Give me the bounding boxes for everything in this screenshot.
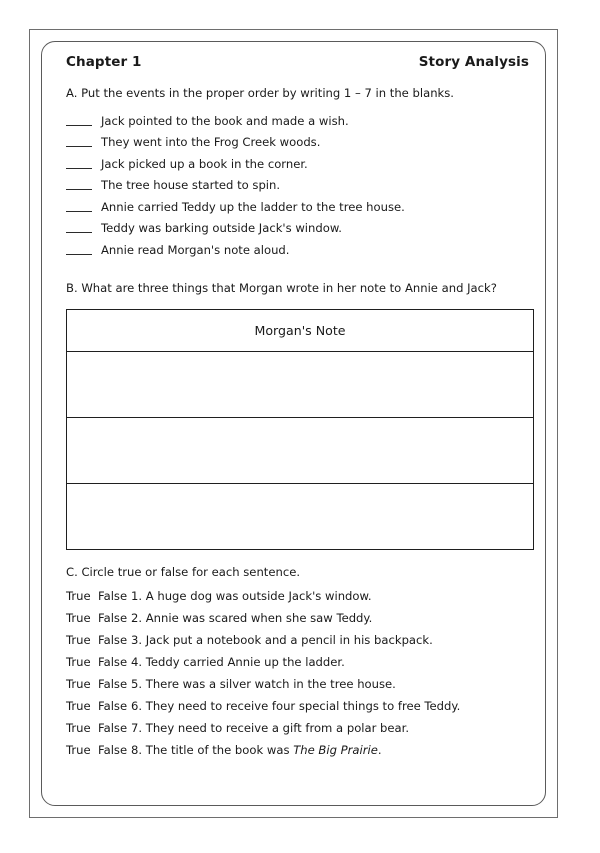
list-item[interactable]: [66, 678, 532, 700]
order-blank-input[interactable]: [66, 200, 92, 212]
event-text: The tree house started to spin.: [101, 178, 281, 193]
true-option[interactable]: True: [66, 677, 91, 692]
list-item[interactable]: [66, 201, 532, 223]
true-option[interactable]: True: [66, 721, 91, 736]
false-option[interactable]: False: [98, 589, 128, 604]
section-b: [66, 282, 532, 550]
false-option[interactable]: False: [98, 721, 128, 736]
worksheet-sheet: [41, 41, 546, 806]
order-blank-input[interactable]: [66, 114, 92, 126]
table-row[interactable]: [67, 352, 534, 418]
true-false-list: [66, 590, 532, 766]
statement-text: [131, 634, 433, 648]
true-option[interactable]: True: [66, 743, 91, 758]
worksheet-header: [66, 54, 532, 70]
statement-body: They need to receive four special things to free Teddy.: [145, 699, 461, 714]
event-text: Jack pointed to the book and made a wish.: [101, 113, 349, 128]
list-item[interactable]: [66, 634, 532, 656]
statement-tail: .: [377, 743, 382, 758]
table-row[interactable]: [67, 418, 534, 484]
table-column-header: Morgan's Note: [67, 310, 534, 352]
list-item[interactable]: [66, 612, 532, 634]
true-option[interactable]: True: [66, 589, 91, 604]
list-item[interactable]: [66, 722, 532, 744]
event-text: Annie carried Teddy up the ladder to the tree house.: [101, 199, 405, 214]
section-c-prompt: C. Circle true or false for each sentence.: [66, 565, 301, 580]
section-b-prompt: B. What are three things that Morgan wrote in her note to Annie and Jack?: [66, 281, 497, 296]
list-item[interactable]: [66, 700, 532, 722]
statement-body: They need to receive a gift from a polar bear.: [145, 721, 410, 736]
list-item[interactable]: [66, 179, 532, 201]
statement-body: Jack put a notebook and a pencil in his backpack.: [145, 633, 433, 648]
list-item[interactable]: [66, 136, 532, 158]
false-option[interactable]: False: [98, 699, 128, 714]
false-option[interactable]: False: [98, 677, 128, 692]
order-blank-input[interactable]: [66, 243, 92, 255]
table-row[interactable]: [67, 484, 534, 550]
statement-text: [131, 700, 460, 714]
order-blank-input[interactable]: [66, 221, 92, 233]
true-option[interactable]: True: [66, 633, 91, 648]
statement-number: 7.: [131, 721, 143, 736]
statement-body: There was a silver watch in the tree house.: [145, 677, 396, 692]
statement-number: 4.: [131, 655, 143, 670]
event-text: Annie read Morgan's note aloud.: [101, 242, 290, 257]
statement-body: A huge dog was outside Jack's window.: [145, 589, 372, 604]
statement-number: 1.: [131, 589, 143, 604]
list-item[interactable]: [66, 244, 532, 266]
statement-text: [131, 590, 372, 604]
statement-text: [131, 722, 409, 736]
section-c: [66, 566, 532, 766]
list-item[interactable]: [66, 158, 532, 180]
order-blank-input[interactable]: [66, 135, 92, 147]
statement-number: 6.: [131, 699, 143, 714]
morgans-note-table: [66, 309, 534, 550]
statement-number: 2.: [131, 611, 143, 626]
list-item[interactable]: [66, 590, 532, 612]
false-option[interactable]: False: [98, 655, 128, 670]
section-a-prompt: A. Put the events in the proper order by writing 1 – 7 in the blanks.: [66, 86, 454, 100]
order-blank-input[interactable]: [66, 178, 92, 190]
page-title-chapter: Chapter 1: [66, 54, 142, 70]
book-title: The Big Prairie: [293, 743, 378, 758]
answer-cell-3[interactable]: [67, 484, 534, 550]
section-a-event-list: [66, 115, 532, 266]
true-option[interactable]: True: [66, 611, 91, 626]
order-blank-input[interactable]: [66, 157, 92, 169]
event-text: Teddy was barking outside Jack's window.: [101, 221, 342, 236]
list-item[interactable]: [66, 744, 532, 766]
event-text: They went into the Frog Creek woods.: [101, 135, 321, 150]
false-option[interactable]: False: [98, 743, 128, 758]
answer-cell-1[interactable]: [67, 352, 534, 418]
list-item[interactable]: [66, 115, 532, 137]
statement-text: [131, 678, 396, 692]
statement-body: Teddy carried Annie up the ladder.: [145, 655, 345, 670]
list-item[interactable]: [66, 222, 532, 244]
statement-text: [131, 612, 372, 626]
section-a: [66, 87, 532, 265]
answer-cell-2[interactable]: [67, 418, 534, 484]
list-item[interactable]: [66, 656, 532, 678]
false-option[interactable]: False: [98, 611, 128, 626]
true-option[interactable]: True: [66, 699, 91, 714]
statement-number: 8.: [131, 743, 143, 758]
page-title-subject: Story Analysis: [418, 54, 529, 70]
statement-body: The title of the book was: [145, 743, 294, 758]
event-text: Jack picked up a book in the corner.: [101, 156, 308, 171]
statement-text: [131, 656, 345, 670]
statement-number: 3.: [131, 633, 143, 648]
statement-text: [131, 744, 382, 758]
table-header-row: [67, 310, 534, 352]
true-option[interactable]: True: [66, 655, 91, 670]
statement-body: Annie was scared when she saw Teddy.: [145, 611, 373, 626]
false-option[interactable]: False: [98, 633, 128, 648]
statement-number: 5.: [131, 677, 143, 692]
